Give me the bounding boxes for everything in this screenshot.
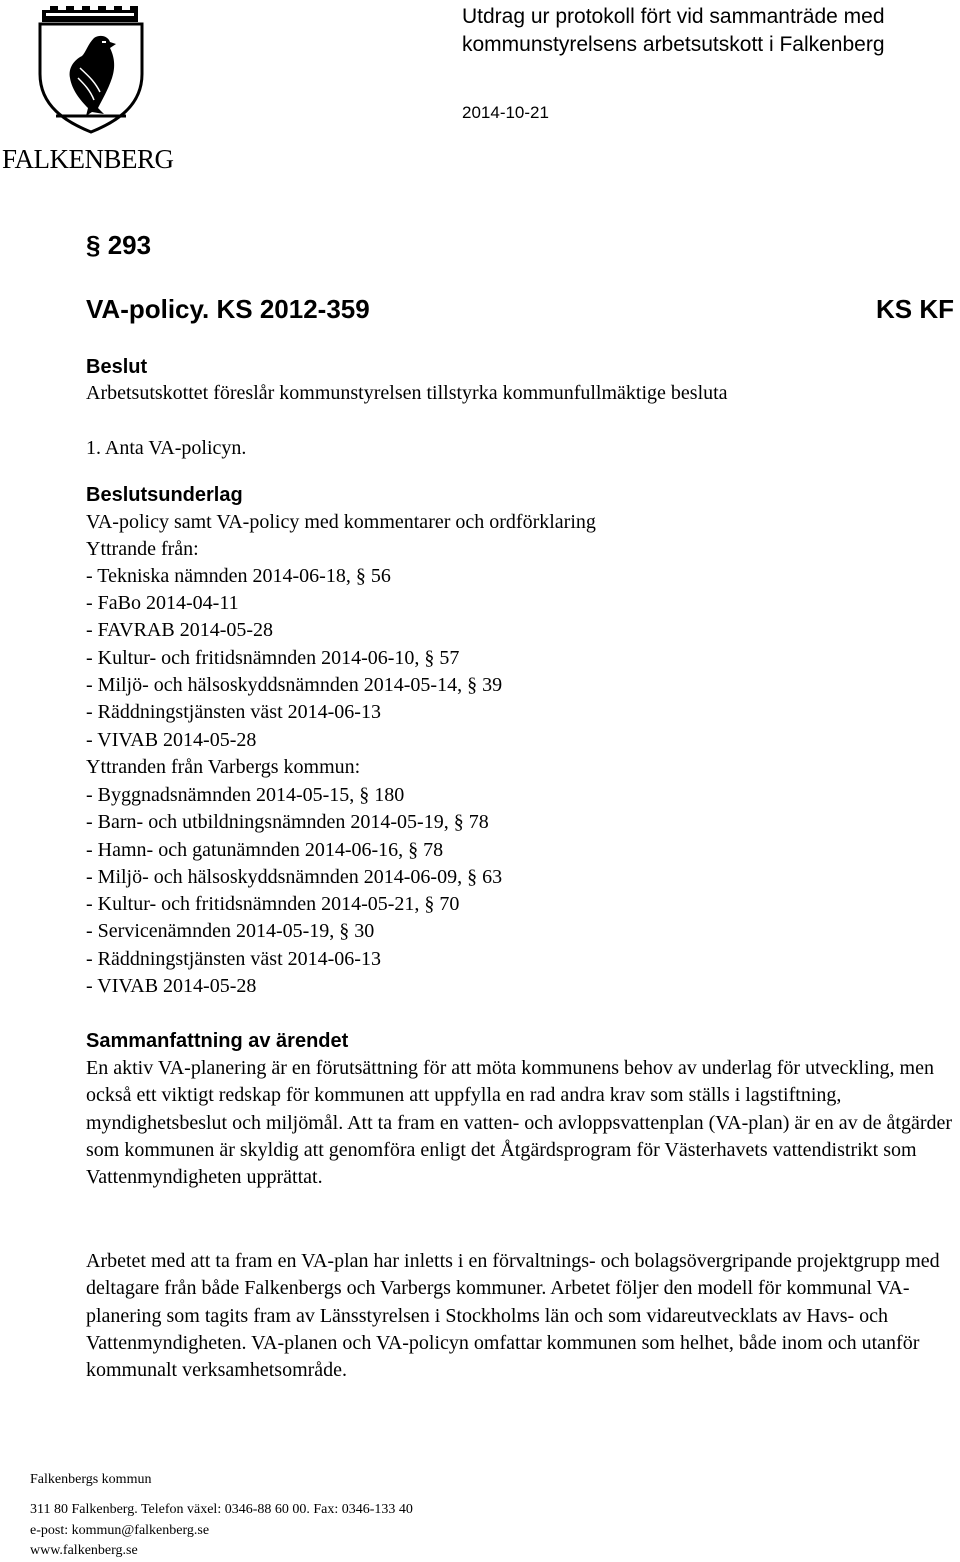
list-item: - FaBo 2014-04-11 [86, 592, 239, 614]
underlag-line: VA-policy samt VA-policy med kommentarer och ordförklaring [86, 511, 596, 533]
paragraph-number [86, 228, 151, 262]
list-item: - Räddningstjänsten väst 2014-06-13 [86, 948, 381, 970]
yttrande-heading: Yttrande från: [86, 538, 199, 560]
beslutsunderlag-heading: Beslutsunderlag [86, 484, 243, 506]
list-item: - Kultur- och fritidsnämnden 2014-05-21, § 70 [86, 893, 460, 915]
list-item: - Byggnadsnämnden 2014-05-15, § 180 [86, 784, 405, 806]
list-item: - Servicenämnden 2014-05-19, § 30 [86, 920, 375, 942]
footer-website[interactable]: www.falkenberg.se [30, 1543, 138, 1558]
yttranden-varberg-heading: Yttranden från Varbergs kommun: [86, 756, 361, 778]
footer-org: Falkenbergs kommun [30, 1472, 152, 1487]
logo-wordmark: FALKENBERG [2, 144, 174, 174]
list-item: - Räddningstjänsten väst 2014-06-13 [86, 701, 381, 723]
list-item: - Tekniska nämnden 2014-06-18, § 56 [86, 565, 391, 587]
list-item: - Miljö- och hälsoskyddsnämnden 2014-05-14, § 39 [86, 674, 503, 696]
list-item: - Kultur- och fritidsnämnden 2014-06-10, § 57 [86, 647, 460, 669]
header-title-line-1: Utdrag ur protokoll fört vid sammanträde med [462, 5, 885, 28]
sammanfattning-heading: Sammanfattning av ärendet [86, 1030, 349, 1052]
summary-paragraph-1: En aktiv VA-planering är en förutsättning för att möta kommunens behov av underlag för utveckling, men också ett viktigt redskap för kommunen att uppfylla en rad andra krav som ställs i lagstiftning, myndighetsbeslut och miljömål. Att ta fram en vatten- och avloppsvattenplan (VA-plan) är en av de åtgärder som kommunen är skyldig att genomföra enligt det Åtgärdsprogram för Västerhavets vattendistrikt som Vattenmyndigheten upprättat. [86, 1057, 953, 1189]
paragraph-number-value: 293 [107, 230, 152, 260]
falcon-coat-of-arms-icon [36, 4, 146, 134]
beslut-heading: Beslut [86, 356, 148, 378]
routing-label: KS KF [876, 294, 954, 324]
list-item: - Miljö- och hälsoskyddsnämnden 2014-06-09, § 63 [86, 866, 503, 888]
summary-paragraph-2: Arbetet med att ta fram en VA-plan har inletts i en förvaltnings- och bolagsövergripande projektgrupp med deltagare från både Falkenbergs och Varbergs kommuner. Arbetet följer den modell för kommunal VA-planering som tagits fram av Länsstyrelsen i Stockholms län och som vidareutvecklats av Havs- och Vattenmyndigheten. VA-planen och VA-policyn omfattar kommunen som helhet, både inom och utanför kommunalt verksamhetsområde. [86, 1250, 940, 1382]
case-title: VA-policy. KS 2012-359 [86, 294, 370, 324]
list-item: - FAVRAB 2014-05-28 [86, 619, 274, 641]
list-item: - Barn- och utbildningsnämnden 2014-05-19, § 78 [86, 811, 489, 833]
beslut-item: 1. Anta VA-policyn. [86, 437, 247, 459]
header-title-line-2: kommunstyrelsens arbetsutskott i Falkenberg [462, 33, 885, 56]
footer-email[interactable]: e-post: kommun@falkenberg.se [30, 1523, 210, 1538]
meeting-date: 2014-10-21 [462, 103, 549, 122]
list-item: - VIVAB 2014-05-28 [86, 729, 257, 751]
list-item: - Hamn- och gatunämnden 2014-06-16, § 78 [86, 839, 444, 861]
beslut-text: Arbetsutskottet föreslår kommunstyrelsen tillstyrka kommunfullmäktige besluta [86, 382, 728, 404]
section-sign: § [86, 230, 101, 260]
list-item: - VIVAB 2014-05-28 [86, 975, 257, 997]
footer-address: 311 80 Falkenberg. Telefon växel: 0346-88 60 00. Fax: 0346-133 40 [30, 1502, 413, 1517]
